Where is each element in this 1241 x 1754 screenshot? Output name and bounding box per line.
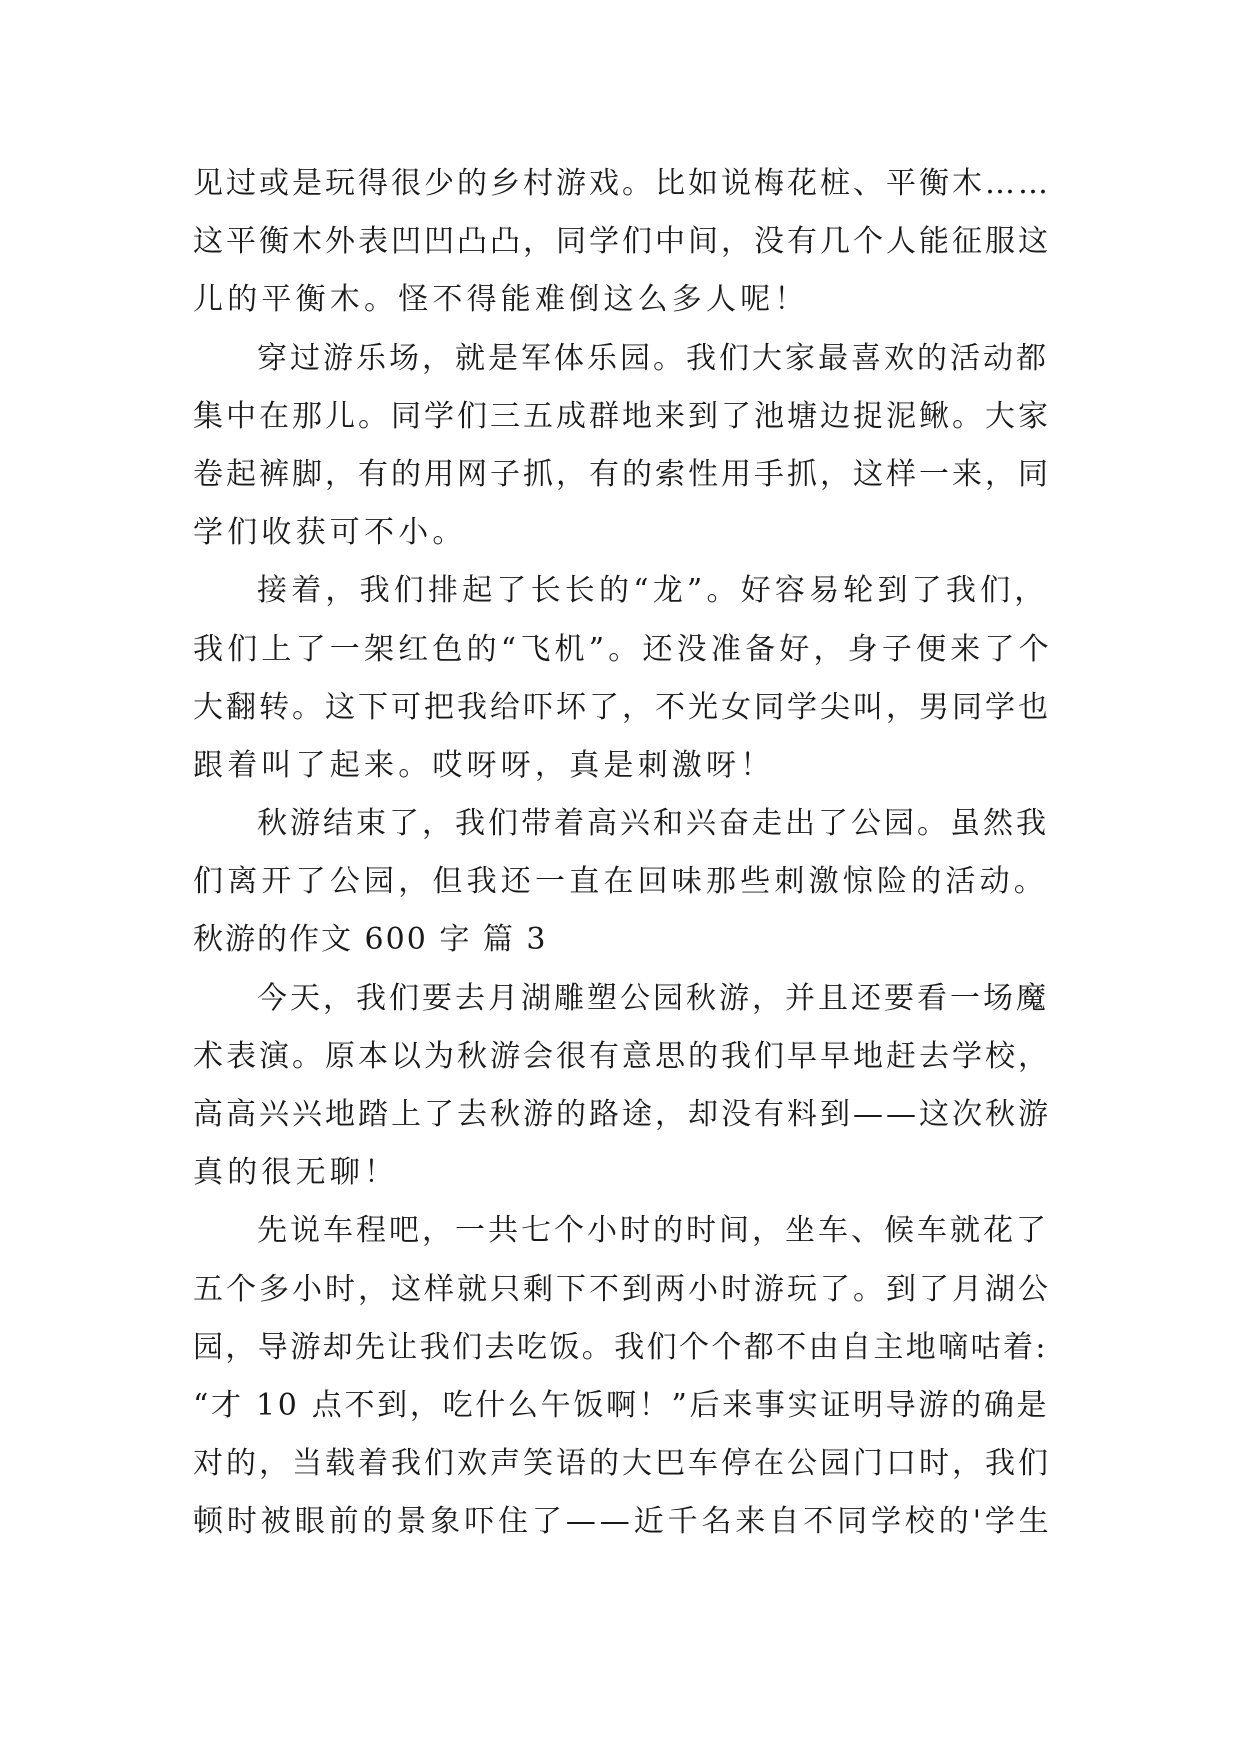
text-line: 儿的平衡木。怪不得能难倒这么多人呢！ [193, 282, 809, 318]
text-line: 集中在那儿。同学们三五成群地来到了池塘边捉泥鳅。大家 [193, 398, 1051, 434]
text-line: 对的，当载着我们欢声笑语的大巴车停在公园门口时，我们 [193, 1446, 1051, 1482]
text-line: 穿过游乐场，就是军体乐园。我们大家最喜欢的活动都 [257, 340, 1049, 376]
text-line: 跟着叫了起来。哎呀呀，真是刺激呀！ [193, 747, 775, 783]
text-line: 秋游结束了，我们带着高兴和兴奋走出了公园。虽然我 [257, 806, 1049, 842]
text-line: “才 10 点不到，吃什么午饭啊！”后来事实证明导游的确是 [193, 1387, 1050, 1423]
text-line: 顿时被眼前的景象吓住了——近千名来自不同学校的'学生 [193, 1504, 1053, 1540]
text-line: 真的很无聊！ [193, 1155, 399, 1191]
text-line: 五个多小时，这样就只剩下不到两小时游玩了。到了月湖公 [193, 1271, 1051, 1307]
document-body [193, 155, 1055, 1552]
text-line: 们离开了公园，但我还一直在回味那些刺激惊险的活动。 [193, 864, 1048, 900]
text-line: 先说车程吧，一共七个小时的时间，坐车、候车就花了 [257, 1213, 1049, 1249]
text-line: 卷起裤脚，有的用网子抓，有的索性用手抓，这样一来，同 [193, 456, 1051, 492]
section-heading: 秋游的作文 600 字 篇 3 [193, 922, 548, 958]
text-line: 我们上了一架红色的“飞机”。还没准备好，身子便来了个 [193, 631, 1053, 667]
text-line: 学们收获可不小。 [193, 515, 467, 551]
text-line: 这平衡木外表凹凹凸凸，同学们中间，没有几个人能征服这 [193, 224, 1051, 260]
text-line: 园，导游却先让我们去吃饭。我们个个都不由自主地嘀咕着: [193, 1329, 1048, 1365]
text-line: 今天，我们要去月湖雕塑公园秋游，并且还要看一场魔 [257, 980, 1049, 1016]
text-line: 接着，我们排起了长长的“龙”。好容易轮到了我们， [257, 573, 1049, 609]
text-line: 大翻转。这下可把我给吓坏了，不光女同学尖叫，男同学也 [193, 689, 1051, 725]
text-line: 术表演。原本以为秋游会很有意思的我们早早地赶去学校， [193, 1038, 1051, 1074]
text-line: 高高兴兴地踏上了去秋游的路途，却没有料到——这次秋游 [193, 1097, 1051, 1132]
text-line: 见过或是玩得很少的乡村游戏。比如说梅花桩、平衡木…… [193, 166, 1051, 201]
